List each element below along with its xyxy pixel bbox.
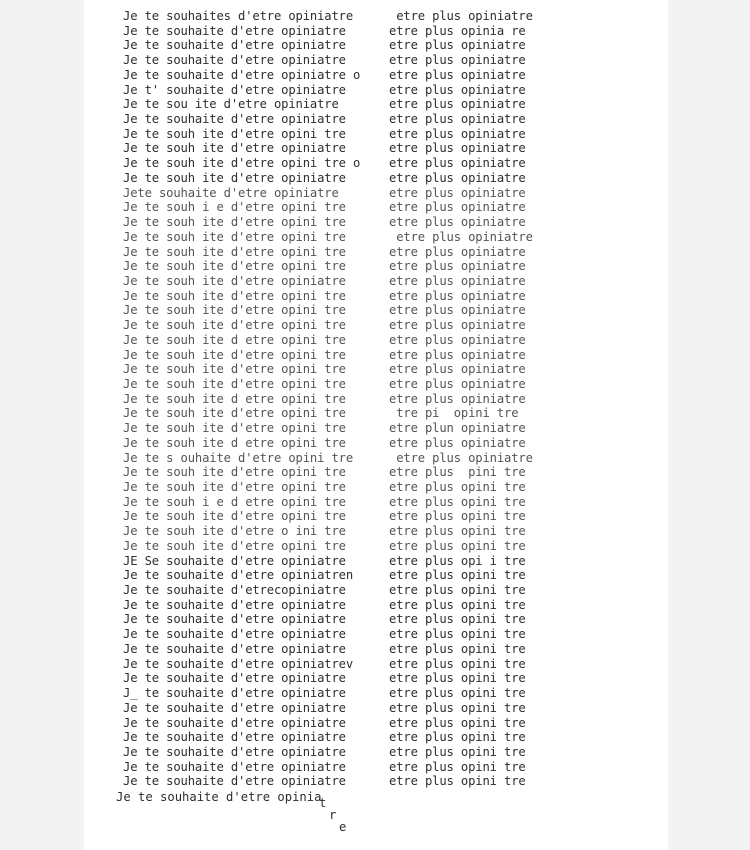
line-left-text: Je te souhaite d'etre opiniatre <box>123 612 346 627</box>
line-right-text: etre plus opiniatre <box>389 244 526 259</box>
line-right-text: etre plus pini tre <box>389 465 526 480</box>
tail-letter-r: r <box>329 808 337 822</box>
line-left-text: Je te souh ite d etre opini tre <box>123 435 346 450</box>
typed-line <box>123 745 563 760</box>
typed-line <box>123 774 563 789</box>
line-right-text: etre plus opini tre <box>389 715 526 730</box>
line-right-text: etre plus opiniatre <box>389 126 526 141</box>
line-left-text: Je te souh ite d'etre opini tre <box>123 465 346 480</box>
line-left-text: Je te souhaite d'etre opiniatre <box>123 759 346 774</box>
line-right-text: etre plun opiniatre <box>389 421 526 436</box>
line-right-text: etre plus opini tre <box>389 744 526 759</box>
line-left-text: Je te souh ite d'etre opini tre <box>123 376 346 391</box>
tail-letter-e: e <box>339 820 347 834</box>
typed-line <box>123 38 563 53</box>
typed-line <box>123 436 563 451</box>
typed-line <box>123 186 563 201</box>
typed-line <box>123 141 563 156</box>
line-left-text: Je te souhaite d'etre opiniatre <box>123 597 346 612</box>
typed-line <box>123 318 563 333</box>
line-left-text: Je te souh ite d'etre opiniatre <box>123 170 346 185</box>
typed-line <box>123 671 563 686</box>
typed-line <box>123 451 563 466</box>
line-right-text: etre plus opiniatre <box>389 112 526 127</box>
typed-line <box>123 377 563 392</box>
typed-line <box>123 200 563 215</box>
typed-line <box>123 598 563 613</box>
typed-line <box>123 657 563 672</box>
line-left-text: Je te souhaite d'etre opiniatrev <box>123 656 353 671</box>
line-right-text: etre plus opini tre <box>389 597 526 612</box>
line-right-text: etre plus opiniatre <box>389 376 526 391</box>
typed-line <box>123 215 563 230</box>
line-right-text: etre plus opiniatre <box>389 229 533 244</box>
line-right-text: etre plus opini tre <box>389 538 526 553</box>
line-left-text: Je te souhaite d'etre opiniatre <box>123 715 346 730</box>
typed-line <box>123 465 563 480</box>
typed-line <box>123 53 563 68</box>
typed-line <box>123 156 563 171</box>
line-left-text: Je te souh ite d'etre opini tre <box>123 288 346 303</box>
line-right-text: etre plus opini tre <box>389 524 526 539</box>
line-left-text: Je te souh ite d'etre opini tre <box>123 259 346 274</box>
line-right-text: etre plus opiniatre <box>389 200 526 215</box>
typed-text-block <box>123 9 563 789</box>
line-right-text: etre plus opiniatre <box>389 38 526 53</box>
typed-line <box>123 333 563 348</box>
line-left-text: Je te souh ite d'etre opini tre o <box>123 156 361 171</box>
line-left-text: Je te souhaite d'etre opiniatre <box>123 112 346 127</box>
line-right-text: etre plus opiniatre <box>389 332 526 347</box>
line-right-text: etre plus opini tre <box>389 730 526 745</box>
line-right-text: etre plus opiniatre <box>389 391 526 406</box>
line-left-text: J_ te souhaite d'etre opiniatre <box>123 686 346 701</box>
line-right-text: etre plus opiniatre <box>389 259 526 274</box>
line-right-text: etre plus opiniatre <box>389 435 526 450</box>
typed-line <box>123 127 563 142</box>
line-right-text: etre plus opiniatre <box>389 362 526 377</box>
typed-line <box>123 362 563 377</box>
typed-line <box>123 274 563 289</box>
typed-line <box>123 480 563 495</box>
line-left-text: Je te sou ite d'etre opiniatre <box>123 97 339 112</box>
tail-letter-t: t <box>319 796 327 810</box>
line-left-text: JE Se souhaite d'etre opiniatre <box>123 553 346 568</box>
line-left-text: Je te souhaite d'etre opiniatre <box>123 774 346 789</box>
typed-line <box>123 406 563 421</box>
line-right-text: etre plus opini tre <box>389 509 526 524</box>
line-left-text: Je te souh ite d'etre o ini tre <box>123 524 346 539</box>
line-left-text: Je te souh ite d etre opini tre <box>123 391 346 406</box>
typed-line <box>123 303 563 318</box>
typed-line <box>123 348 563 363</box>
line-left-text: Je te souhaite d'etre opiniatre <box>123 641 346 656</box>
line-right-text: etre plus opini tre <box>389 774 526 789</box>
typed-line <box>123 568 563 583</box>
line-left-text: Je te souhaite d'etre opiniatre <box>123 671 346 686</box>
closing-line: Je te souhaite d'etre opinia <box>116 790 322 804</box>
line-right-text: etre plus opiniatre <box>389 97 526 112</box>
line-right-text: tre pi opini tre <box>389 406 519 421</box>
line-left-text: Je te souhaites d'etre opiniatre <box>123 9 353 23</box>
typed-line <box>123 9 563 24</box>
typed-line <box>123 524 563 539</box>
line-right-text: etre plus opiniatre <box>389 318 526 333</box>
typed-line <box>123 495 563 510</box>
line-right-text: etre plus opiniatre <box>389 273 526 288</box>
line-right-text: etre plus opini tre <box>389 686 526 701</box>
line-right-text: etre plus opiniatre <box>389 9 533 23</box>
typed-line <box>123 24 563 39</box>
line-left-text: Je te souh ite d'etre opini tre <box>123 303 346 318</box>
line-left-text: Je te souh ite d'etre opini tre <box>123 347 346 362</box>
line-left-text: Je te souhaite d'etre opiniatre <box>123 700 346 715</box>
line-right-text: etre plus opinia re <box>389 23 526 38</box>
line-left-text: Je te souh ite d'etre opini tre <box>123 421 346 436</box>
typed-line <box>123 289 563 304</box>
line-left-text: Je te souhaite d'etre opiniatre <box>123 730 346 745</box>
line-right-text: etre plus opini tre <box>389 656 526 671</box>
line-left-text: Je te souh ite d'etre opiniatre <box>123 141 346 156</box>
line-right-text: etre plus opiniatre <box>389 53 526 68</box>
typed-line <box>123 171 563 186</box>
typed-line <box>123 112 563 127</box>
line-right-text: etre plus opiniatre <box>389 170 526 185</box>
line-left-text: Je te souhaite d'etre opiniatre <box>123 744 346 759</box>
typed-line <box>123 230 563 245</box>
line-right-text: etre plus opiniatre <box>389 347 526 362</box>
line-left-text: Je te souh ite d'etre opini tre <box>123 126 346 141</box>
typed-line <box>123 509 563 524</box>
line-left-text: Je te souh ite d'etre opiniatre <box>123 273 346 288</box>
line-left-text: Je te souh ite d'etre opini tre <box>123 229 346 244</box>
line-left-text: Jete souhaite d'etre opiniatre <box>123 185 339 200</box>
line-left-text: Je te s ouhaite d'etre opini tre <box>123 450 353 465</box>
line-left-text: Je te souhaite d'etrecopiniatre <box>123 583 346 598</box>
line-left-text: Je te souh ite d'etre opini tre <box>123 538 346 553</box>
line-right-text: etre plus opiniatre <box>389 185 526 200</box>
line-left-text: Je te souhaite d'etre opiniatre o <box>123 67 361 82</box>
line-right-text: etre plus opini tre <box>389 759 526 774</box>
typed-line <box>123 68 563 83</box>
typed-line <box>123 701 563 716</box>
typed-line <box>123 539 563 554</box>
line-left-text: Je te souh ite d'etre opini tre <box>123 318 346 333</box>
line-left-text: Je te souh ite d'etre opini tre <box>123 362 346 377</box>
line-right-text: etre plus opini tre <box>389 583 526 598</box>
line-right-text: etre plus opini tre <box>389 671 526 686</box>
line-left-text: Je te souh ite d'etre opini tre <box>123 509 346 524</box>
line-right-text: etre plus opiniatre <box>389 303 526 318</box>
line-left-text: Je te souhaite d'etre opiniatre <box>123 38 346 53</box>
line-left-text: Je te souh ite d'etre opini tre <box>123 215 346 230</box>
typed-line <box>123 686 563 701</box>
typed-line <box>123 259 563 274</box>
line-right-text: etre plus opiniatre <box>389 288 526 303</box>
line-left-text: Je te souhaite d'etre opiniatre <box>123 627 346 642</box>
line-right-text: etre plus opini tre <box>389 480 526 494</box>
line-right-text: etre plus opini tre <box>389 627 526 642</box>
typed-line <box>123 612 563 627</box>
typed-line <box>123 642 563 657</box>
line-right-text: etre plus opini tre <box>389 641 526 656</box>
typed-line <box>123 554 563 569</box>
typed-line <box>123 716 563 731</box>
line-right-text: etre plus opini tre <box>389 568 526 583</box>
line-left-text: Je te souh ite d'etre opini tre <box>123 244 346 259</box>
line-left-text: Je te souh ite d'etre opini tre <box>123 480 346 494</box>
line-right-text: etre plus opiniatre <box>389 141 526 156</box>
line-right-text: etre plus opiniatre <box>389 156 526 171</box>
line-left-text: Je t' souhaite d'etre opiniatre <box>123 82 346 97</box>
line-right-text: etre plus opiniatre <box>389 215 526 230</box>
line-right-text: etre plus opini tre <box>389 494 526 509</box>
typed-line <box>123 760 563 775</box>
typed-line <box>123 583 563 598</box>
typed-line <box>123 392 563 407</box>
typed-line <box>123 97 563 112</box>
line-right-text: etre plus opiniatre <box>389 450 533 465</box>
typed-line <box>123 245 563 260</box>
line-right-text: etre plus opi i tre <box>389 553 526 568</box>
line-right-text: etre plus opiniatre <box>389 82 526 97</box>
line-right-text: etre plus opini tre <box>389 700 526 715</box>
line-left-text: Je te souh ite d'etre opini tre <box>123 406 346 421</box>
typed-line <box>123 730 563 745</box>
line-left-text: Je te souhaite d'etre opiniatre <box>123 53 346 68</box>
typed-line <box>123 421 563 436</box>
line-left-text: Je te souhaite d'etre opiniatren <box>123 568 353 583</box>
line-right-text: etre plus opiniatre <box>389 67 526 82</box>
typed-line <box>123 627 563 642</box>
line-right-text: etre plus opini tre <box>389 612 526 627</box>
line-left-text: Je te souh ite d etre opini tre <box>123 332 346 347</box>
line-left-text: Je te souhaite d'etre opiniatre <box>123 23 346 38</box>
line-left-text: Je te souh i e d etre opini tre <box>123 494 346 509</box>
typed-line <box>123 83 563 98</box>
line-left-text: Je te souh i e d'etre opini tre <box>123 200 346 215</box>
